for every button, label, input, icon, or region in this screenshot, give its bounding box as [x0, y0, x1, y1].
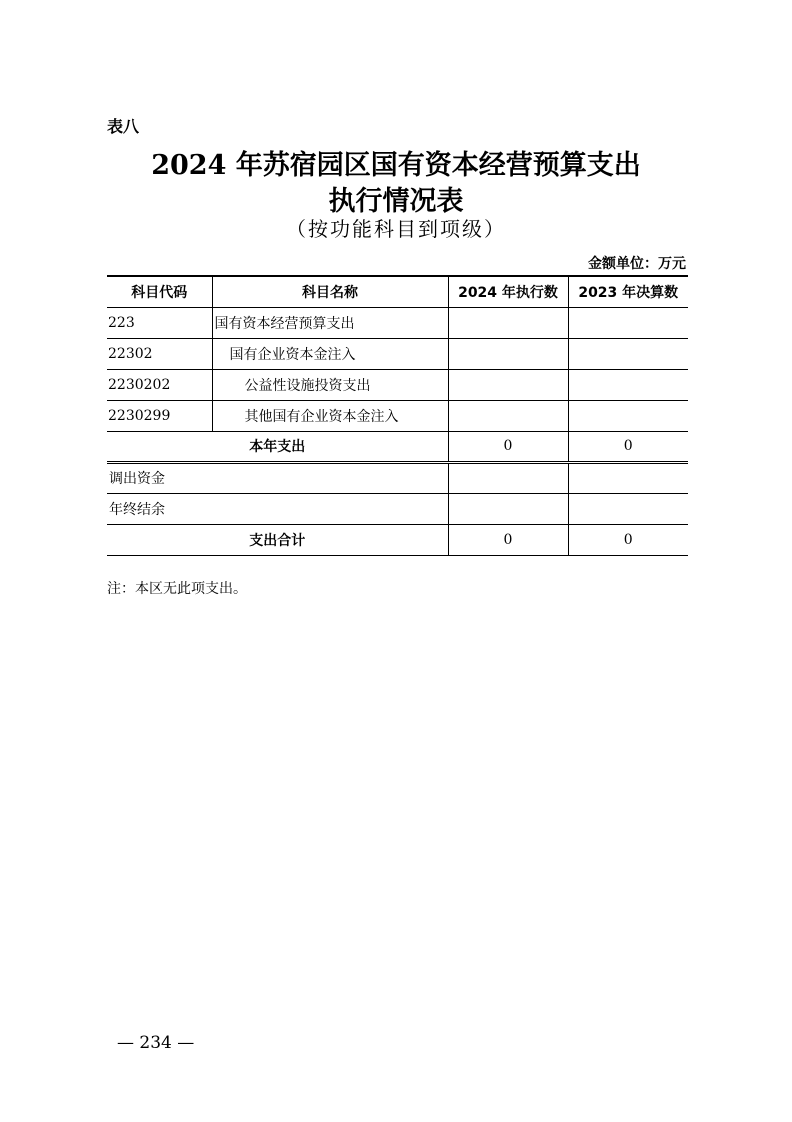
column-header-name: 科目名称 — [212, 276, 448, 307]
row-name: 国有企业资本金注入 — [212, 338, 448, 369]
column-header-2023: 2023 年决算数 — [568, 276, 688, 307]
transfer-2024 — [448, 462, 568, 493]
page-subtitle: （按功能科目到项级） — [286, 217, 506, 241]
balance-row — [107, 493, 688, 524]
page-title: 2024 年苏宿园区国有资本经营预算支出 — [151, 150, 641, 181]
expenditure-table — [107, 275, 688, 556]
row-value-2024 — [448, 400, 568, 431]
column-header-2024: 2024 年执行数 — [448, 276, 568, 307]
row-value-2023 — [568, 369, 688, 400]
row-name: 公益性设施投资支出 — [212, 369, 448, 400]
page-title-line2: 执行情况表 — [328, 186, 464, 217]
table-row — [107, 307, 688, 338]
column-header-code: 科目代码 — [107, 276, 212, 307]
row-code: 2230299 — [107, 400, 212, 431]
amount-unit: 金额单位：万元 — [588, 256, 686, 272]
row-value-2023 — [568, 338, 688, 369]
row-value-2023 — [568, 400, 688, 431]
row-value-2024 — [448, 369, 568, 400]
row-value-2024 — [448, 307, 568, 338]
transfer-label: 调出资金 — [107, 462, 448, 493]
row-code: 2230202 — [107, 369, 212, 400]
footnote: 注：本区无此项支出。 — [107, 581, 247, 597]
grand-total-2023: 0 — [568, 524, 688, 555]
balance-label: 年终结余 — [107, 493, 448, 524]
table-row — [107, 338, 688, 369]
row-value-2024 — [448, 338, 568, 369]
transfer-2023 — [568, 462, 688, 493]
year-total-row — [107, 431, 688, 462]
balance-2024 — [448, 493, 568, 524]
year-total-2023: 0 — [568, 431, 688, 462]
row-name: 其他国有企业资本金注入 — [212, 400, 448, 431]
table-row — [107, 369, 688, 400]
balance-2023 — [568, 493, 688, 524]
transfer-row — [107, 462, 688, 493]
row-name: 国有资本经营预算支出 — [212, 307, 448, 338]
year-total-label: 本年支出 — [107, 431, 448, 462]
table-row — [107, 400, 688, 431]
row-code: 223 — [107, 307, 212, 338]
row-value-2023 — [568, 307, 688, 338]
year-total-2024: 0 — [448, 431, 568, 462]
table-header-row — [107, 276, 688, 307]
grand-total-row — [107, 524, 688, 555]
row-code: 22302 — [107, 338, 212, 369]
page-number: — 234 — — [117, 1033, 195, 1053]
grand-total-2024: 0 — [448, 524, 568, 555]
table-label: 表八 — [107, 117, 140, 136]
grand-total-label: 支出合计 — [107, 524, 448, 555]
